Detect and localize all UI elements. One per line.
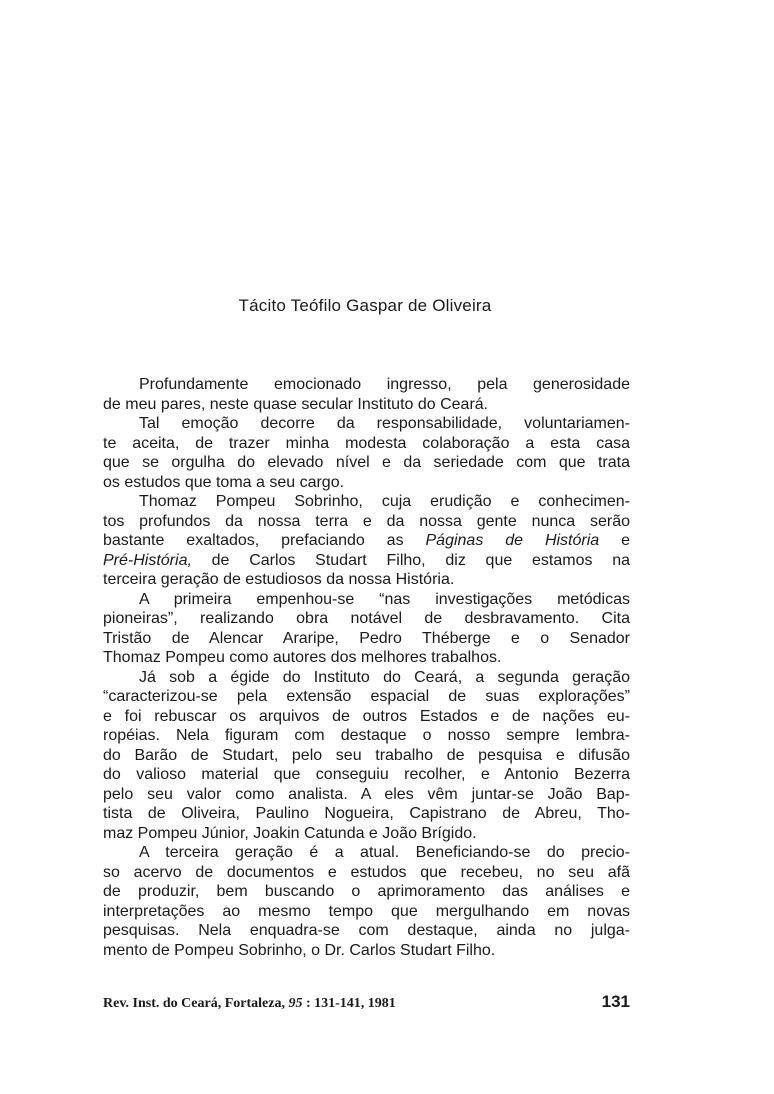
text-line: Tristão de Alencar Araripe, Pedro Théberge e o Senador: [103, 629, 630, 647]
paragraph: [103, 668, 630, 844]
text-line: do valioso material que conseguiu recolher, e Antonio Bezerra: [103, 766, 630, 783]
italic-title: Páginas de História: [425, 532, 600, 549]
text-line: os estudos que toma a seu cargo.: [103, 473, 345, 491]
text-line: maz Pompeu Júnior, Joakin Catunda e João Brígido.: [103, 824, 477, 842]
journal-volume: 95: [288, 996, 303, 1011]
text-line: Thomaz Pompeu como autores dos melhores trabalhos.: [103, 649, 502, 666]
text-line: A terceira geração é a atual. Beneficiando-se do precio-: [139, 844, 630, 861]
text-line: terceira geração de estudiosos da nossa História.: [103, 571, 455, 588]
text-line: Thomaz Pompeu Sobrinho, cuja erudição e conhecimen-: [139, 493, 630, 510]
text-line: A primeira empenhou-se “nas investigações metódicas: [139, 590, 630, 608]
text-line: Já sob a égide do Instituto do Ceará, a segunda geração: [139, 668, 630, 686]
text-line: [103, 551, 630, 571]
text-line: [103, 531, 630, 551]
text-line: que se orgulha do elevado nível e da seriedade com que trata: [103, 454, 630, 471]
text-fragment: bastante exaltados, prefaciando as: [103, 532, 426, 549]
paragraph: [103, 375, 630, 414]
paragraph: [103, 414, 630, 492]
text-line: de produzir, bem buscando o aprimoramento das análises e: [103, 883, 630, 900]
paragraph: [103, 492, 630, 590]
journal-pages: : 131-141, 1981: [302, 996, 396, 1011]
text-line: pesquisas. Nela enquadra-se com destaque, ainda no julga-: [103, 922, 630, 939]
text-line: tista de Oliveira, Paulino Nogueira, Capistrano de Abreu, Tho-: [103, 805, 630, 822]
text-line: so acervo de documentos e estudos que recebeu, no seu afã: [103, 863, 630, 881]
text-line: Profundamente emocionado ingresso, pela generosidade: [139, 376, 630, 393]
text-fragment: e: [599, 532, 630, 549]
text-fragment: de Carlos Studart Filho, diz que estamos na: [191, 551, 630, 569]
text-line: Tal emoção decorre da responsabilidade, voluntariamen-: [139, 415, 630, 432]
text-line: do Barão de Studart, pelo seu trabalho de pesquisa e difusão: [103, 746, 630, 764]
text-line: pelo seu valor como analista. A eles vêm juntar-se João Bap-: [103, 785, 630, 803]
body-text: [103, 375, 630, 960]
text-line: pioneiras”, realizando obra notável de desbravamento. Cita: [103, 610, 630, 627]
text-line: te aceita, de trazer minha modesta colaboração a esta casa: [103, 434, 630, 452]
page-number: 131: [601, 992, 630, 1011]
text-line: interpretações ao mesmo tempo que mergulhando em novas: [103, 902, 630, 920]
author-heading: Tácito Teófilo Gaspar de Oliveira: [238, 296, 492, 315]
text-line: e foi rebuscar os arquivos de outros Estados e de nações eu-: [103, 707, 630, 725]
text-line: ropéias. Nela figuram com destaque o nosso sempre lembra-: [103, 727, 630, 744]
paragraph: [103, 843, 630, 960]
italic-title: Pré-História,: [103, 551, 192, 569]
journal-citation: [103, 996, 396, 1012]
paragraph: [103, 590, 630, 668]
text-line: tos profundos da nossa terra e da nossa gente nunca serão: [103, 512, 630, 530]
text-line: de meu pares, neste quase secular Instituto do Ceará.: [103, 395, 489, 413]
page-footer: [103, 992, 630, 1012]
text-line: “caracterizou-se pela extensão espacial de suas explorações”: [103, 688, 630, 705]
journal-name: Rev. Inst. do Ceará, Fortaleza,: [103, 996, 289, 1011]
text-line: mento de Pompeu Sobrinho, o Dr. Carlos Studart Filho.: [103, 941, 496, 959]
